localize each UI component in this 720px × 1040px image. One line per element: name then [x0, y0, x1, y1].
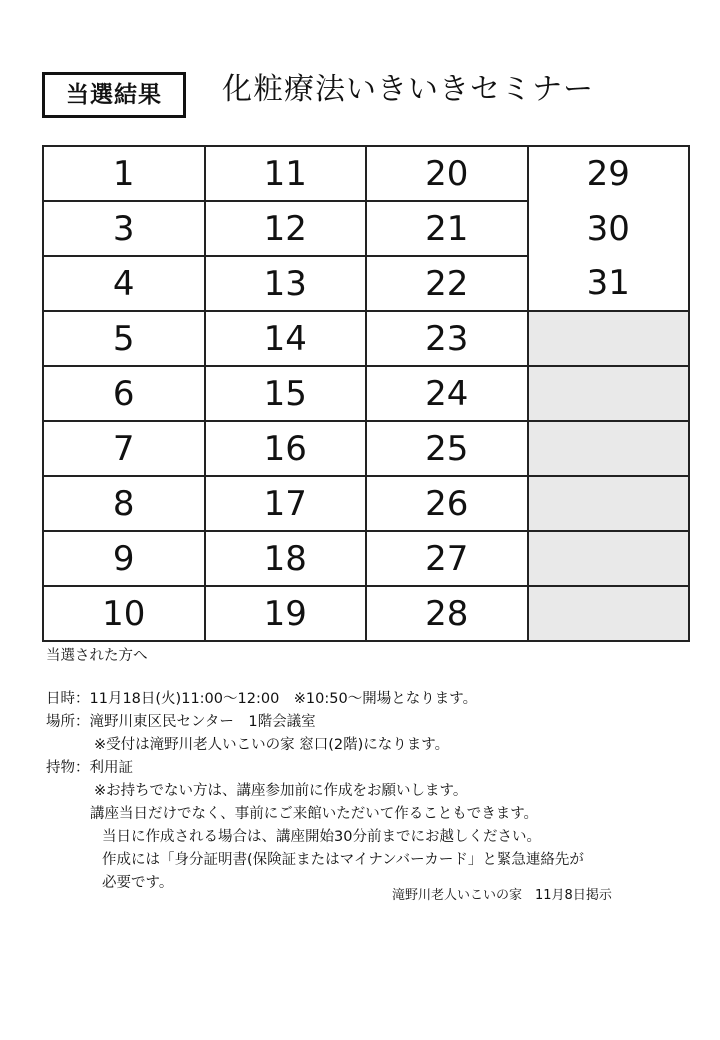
number-cell: 16 [205, 421, 367, 476]
table-row [43, 311, 689, 366]
winning-numbers-table [42, 145, 690, 642]
page-title: 化粧療法いきいきセミナー [222, 72, 594, 107]
number-cell: 25 [366, 421, 528, 476]
number-cell: 17 [205, 476, 367, 531]
notes-bring: 持物：利用証 [46, 760, 133, 776]
empty-cell [528, 311, 690, 366]
number-cell: 31 [528, 256, 690, 311]
notes-place: 場所：滝野川東区民センター 1階会議室 [46, 714, 316, 730]
number-cell: 10 [43, 586, 205, 641]
notes-bring-note-5: 必要です。 [102, 875, 174, 891]
notes-bring-note-2: 講座当日だけでなく、事前にご来館いただいて作ることもできます。 [90, 806, 539, 822]
number-cell: 28 [366, 586, 528, 641]
number-cell: 21 [366, 201, 528, 256]
number-cell: 6 [43, 366, 205, 421]
number-cell: 9 [43, 531, 205, 586]
table-row [43, 201, 689, 256]
notes-datetime: 日時：11月18日(火)11:00～12:00 ※10:50～開場となります。 [46, 691, 478, 707]
number-cell: 22 [366, 256, 528, 311]
notes-intro: 当選された方へ [46, 648, 148, 664]
number-cell: 26 [366, 476, 528, 531]
number-cell: 29 [528, 146, 690, 201]
number-cell: 27 [366, 531, 528, 586]
number-cell: 20 [366, 146, 528, 201]
table-row [43, 586, 689, 641]
empty-cell [528, 421, 690, 476]
table-row [43, 531, 689, 586]
number-cell: 7 [43, 421, 205, 476]
empty-cell [528, 366, 690, 421]
number-cell: 24 [366, 366, 528, 421]
posted-date: 滝野川老人いこいの家 11月8日掲示 [392, 888, 612, 903]
empty-cell [528, 476, 690, 531]
table-row [43, 256, 689, 311]
notes-place-note: ※受付は滝野川老人いこいの家 窓口(2階)になります。 [94, 737, 450, 753]
number-cell: 19 [205, 586, 367, 641]
table-row [43, 146, 689, 201]
table-row [43, 421, 689, 476]
number-cell: 13 [205, 256, 367, 311]
number-cell: 12 [205, 201, 367, 256]
number-cell: 4 [43, 256, 205, 311]
number-cell: 14 [205, 311, 367, 366]
number-cell: 11 [205, 146, 367, 201]
table-row [43, 476, 689, 531]
number-cell: 15 [205, 366, 367, 421]
notes-bring-note-4: 作成には「身分証明書(保険証またはマイナンバーカード」と緊急連絡先が [102, 852, 584, 868]
empty-cell [528, 586, 690, 641]
notes-bring-note-1: ※お持ちでない方は、講座参加前に作成をお願いします。 [94, 783, 468, 799]
number-cell: 8 [43, 476, 205, 531]
empty-cell [528, 531, 690, 586]
notes-bring-note-3: 当日に作成される場合は、講座開始30分前までにお越しください。 [102, 829, 541, 845]
number-cell: 5 [43, 311, 205, 366]
number-cell: 30 [528, 201, 690, 256]
table-row [43, 366, 689, 421]
result-label: 当選結果 [42, 72, 186, 118]
number-cell: 23 [366, 311, 528, 366]
number-cell: 3 [43, 201, 205, 256]
number-cell: 18 [205, 531, 367, 586]
number-cell: 1 [43, 146, 205, 201]
